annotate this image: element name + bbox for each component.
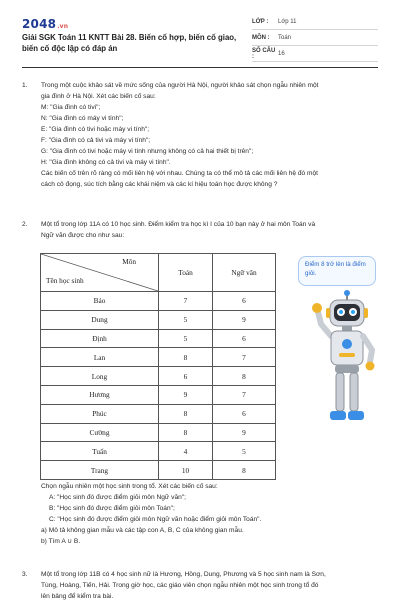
table-row <box>41 310 276 329</box>
literature-score: 9 <box>213 423 276 442</box>
question-body <box>41 569 326 602</box>
student-name: Hương <box>41 385 159 404</box>
table-corner-header <box>41 254 159 292</box>
robot-illustration <box>312 290 382 450</box>
literature-score: 6 <box>213 329 276 348</box>
math-score: 5 <box>159 310 213 329</box>
text-line: N: "Gia đình có máy vi tính"; <box>41 115 124 122</box>
text-line: Một tổ trong lớp 11B có 4 học sinh nữ là Hương, Hồng, Dung, Phương và 5 học sinh nam là Sơn, <box>41 571 326 578</box>
question-body <box>41 80 318 190</box>
text-line: gia đình ở Hà Nội. Xét các biến cố sau: <box>41 93 156 100</box>
text-line: cách cô đọng, súc tích bằng các khái niệm và các kí hiệu toán học được không ? <box>41 181 278 188</box>
student-name: Dung <box>41 310 159 329</box>
diagonal-line <box>41 254 158 291</box>
literature-score: 8 <box>213 461 276 480</box>
header-divider <box>22 67 378 68</box>
literature-score: 5 <box>213 442 276 461</box>
text-line: Các biến cố trên rõ ràng có mối liên hệ với nhau. Chúng ta có thể mô tả các mối liên hệ đó một <box>41 170 319 177</box>
event-a: A: "Học sinh đó được điểm giỏi môn Ngữ văn"; <box>49 494 186 501</box>
meta-label: MÔN : <box>252 34 270 41</box>
question-number: 3. <box>22 571 28 578</box>
sub-question-b: b) Tìm A ∪ B. <box>41 538 81 545</box>
math-score: 5 <box>159 329 213 348</box>
literature-score: 9 <box>213 310 276 329</box>
math-score: 8 <box>159 348 213 367</box>
text-line: E: "Gia đình có tivi hoặc máy vi tính"; <box>41 126 150 133</box>
header-subject: Môn <box>122 257 136 266</box>
student-name: Lan <box>41 348 159 367</box>
site-logo[interactable] <box>22 17 68 31</box>
text-line: F: "Gia đình có cả tivi và máy vi tính"; <box>41 137 151 144</box>
question-2-events <box>41 481 381 547</box>
question-number: 1. <box>22 82 28 89</box>
literature-score: 6 <box>213 404 276 423</box>
logo-text: 2048 <box>22 17 57 31</box>
student-name: Tuấn <box>41 442 159 461</box>
event-c: C: "Học sinh đó được điểm giỏi môn Ngữ văn hoặc điểm giỏi môn Toán". <box>49 516 262 523</box>
header-student-name: Tên học sinh <box>46 276 84 285</box>
table-row <box>41 385 276 404</box>
table-row <box>41 461 276 480</box>
question-body <box>41 219 315 241</box>
text-line: G: "Gia đình có tivi hoặc máy vi tính nhưng không có cả hai thiết bị trên"; <box>41 148 254 155</box>
meta-info <box>252 14 378 62</box>
text-line: M: "Gia đình có tivi"; <box>41 104 101 111</box>
table-row <box>41 367 276 386</box>
student-name: Trang <box>41 461 159 480</box>
literature-score: 8 <box>213 367 276 386</box>
meta-label: LỚP : <box>252 18 269 25</box>
math-score: 8 <box>159 423 213 442</box>
sub-question-a: a) Mô tả không gian mẫu và các tập con A, B, C của không gian mẫu. <box>41 527 244 534</box>
question-number: 2. <box>22 221 28 228</box>
logo-suffix: .vn <box>57 23 69 30</box>
table-row <box>41 329 276 348</box>
math-score: 7 <box>159 292 213 311</box>
literature-score: 7 <box>213 348 276 367</box>
meta-value: 16 <box>278 50 285 57</box>
meta-value: Lớp 11 <box>278 18 297 25</box>
meta-row-count <box>252 46 378 62</box>
math-score: 4 <box>159 442 213 461</box>
table-row <box>41 292 276 311</box>
table-row <box>41 423 276 442</box>
meta-row-subject <box>252 30 378 46</box>
student-name: Long <box>41 367 159 386</box>
meta-label: SỐ CÂU : <box>252 47 276 60</box>
table-row <box>41 442 276 461</box>
text-line: H: "Gia đình không có cả tivi và máy vi tính". <box>41 159 171 166</box>
table-row <box>41 348 276 367</box>
text-line: Chọn ngẫu nhiên một học sinh trong tổ. Xét các biến cố sau: <box>41 483 218 490</box>
header-math: Toán <box>159 254 213 292</box>
math-score: 9 <box>159 385 213 404</box>
text-line: Một tổ trong lớp 11A có 10 học sinh. Điểm kiểm tra học kì I của 10 bạn này ở hai môn Toán và <box>41 221 316 228</box>
robot-speech-bubble: Điểm 8 trở lên là điểm giỏi. <box>298 256 376 286</box>
student-name: Phúc <box>41 404 159 423</box>
event-b: B: "Học sinh đó được điểm giỏi môn Toán"; <box>49 505 175 512</box>
text-line: lên bảng để kiểm tra bài. <box>41 593 114 600</box>
score-table <box>40 253 276 480</box>
meta-value: Toán <box>278 34 292 41</box>
table-row <box>41 404 276 423</box>
math-score: 10 <box>159 461 213 480</box>
literature-score: 6 <box>213 292 276 311</box>
student-name: Định <box>41 329 159 348</box>
text-line: Ngữ văn được cho như sau: <box>41 232 125 239</box>
student-name: Cường <box>41 423 159 442</box>
math-score: 8 <box>159 404 213 423</box>
meta-row-class <box>252 14 378 30</box>
document-title: Giải SGK Toán 11 KNTT Bài 28. Biến cố hợp, biến cố giao, biến cố độc lập có đáp án <box>22 33 237 53</box>
math-score: 6 <box>159 367 213 386</box>
student-name: Bảo <box>41 292 159 311</box>
header-literature: Ngữ văn <box>213 254 276 292</box>
text-line: Trong một cuộc khảo sát về mức sống của người Hà Nội, người khảo sát chọn ngẫu nhiên một <box>41 82 319 89</box>
literature-score: 7 <box>213 385 276 404</box>
text-line: Tùng, Hoàng, Tiến, Hải. Trong giờ học, các giáo viên chọn ngẫu nhiên một học sinh trong tổ đó <box>41 582 319 589</box>
